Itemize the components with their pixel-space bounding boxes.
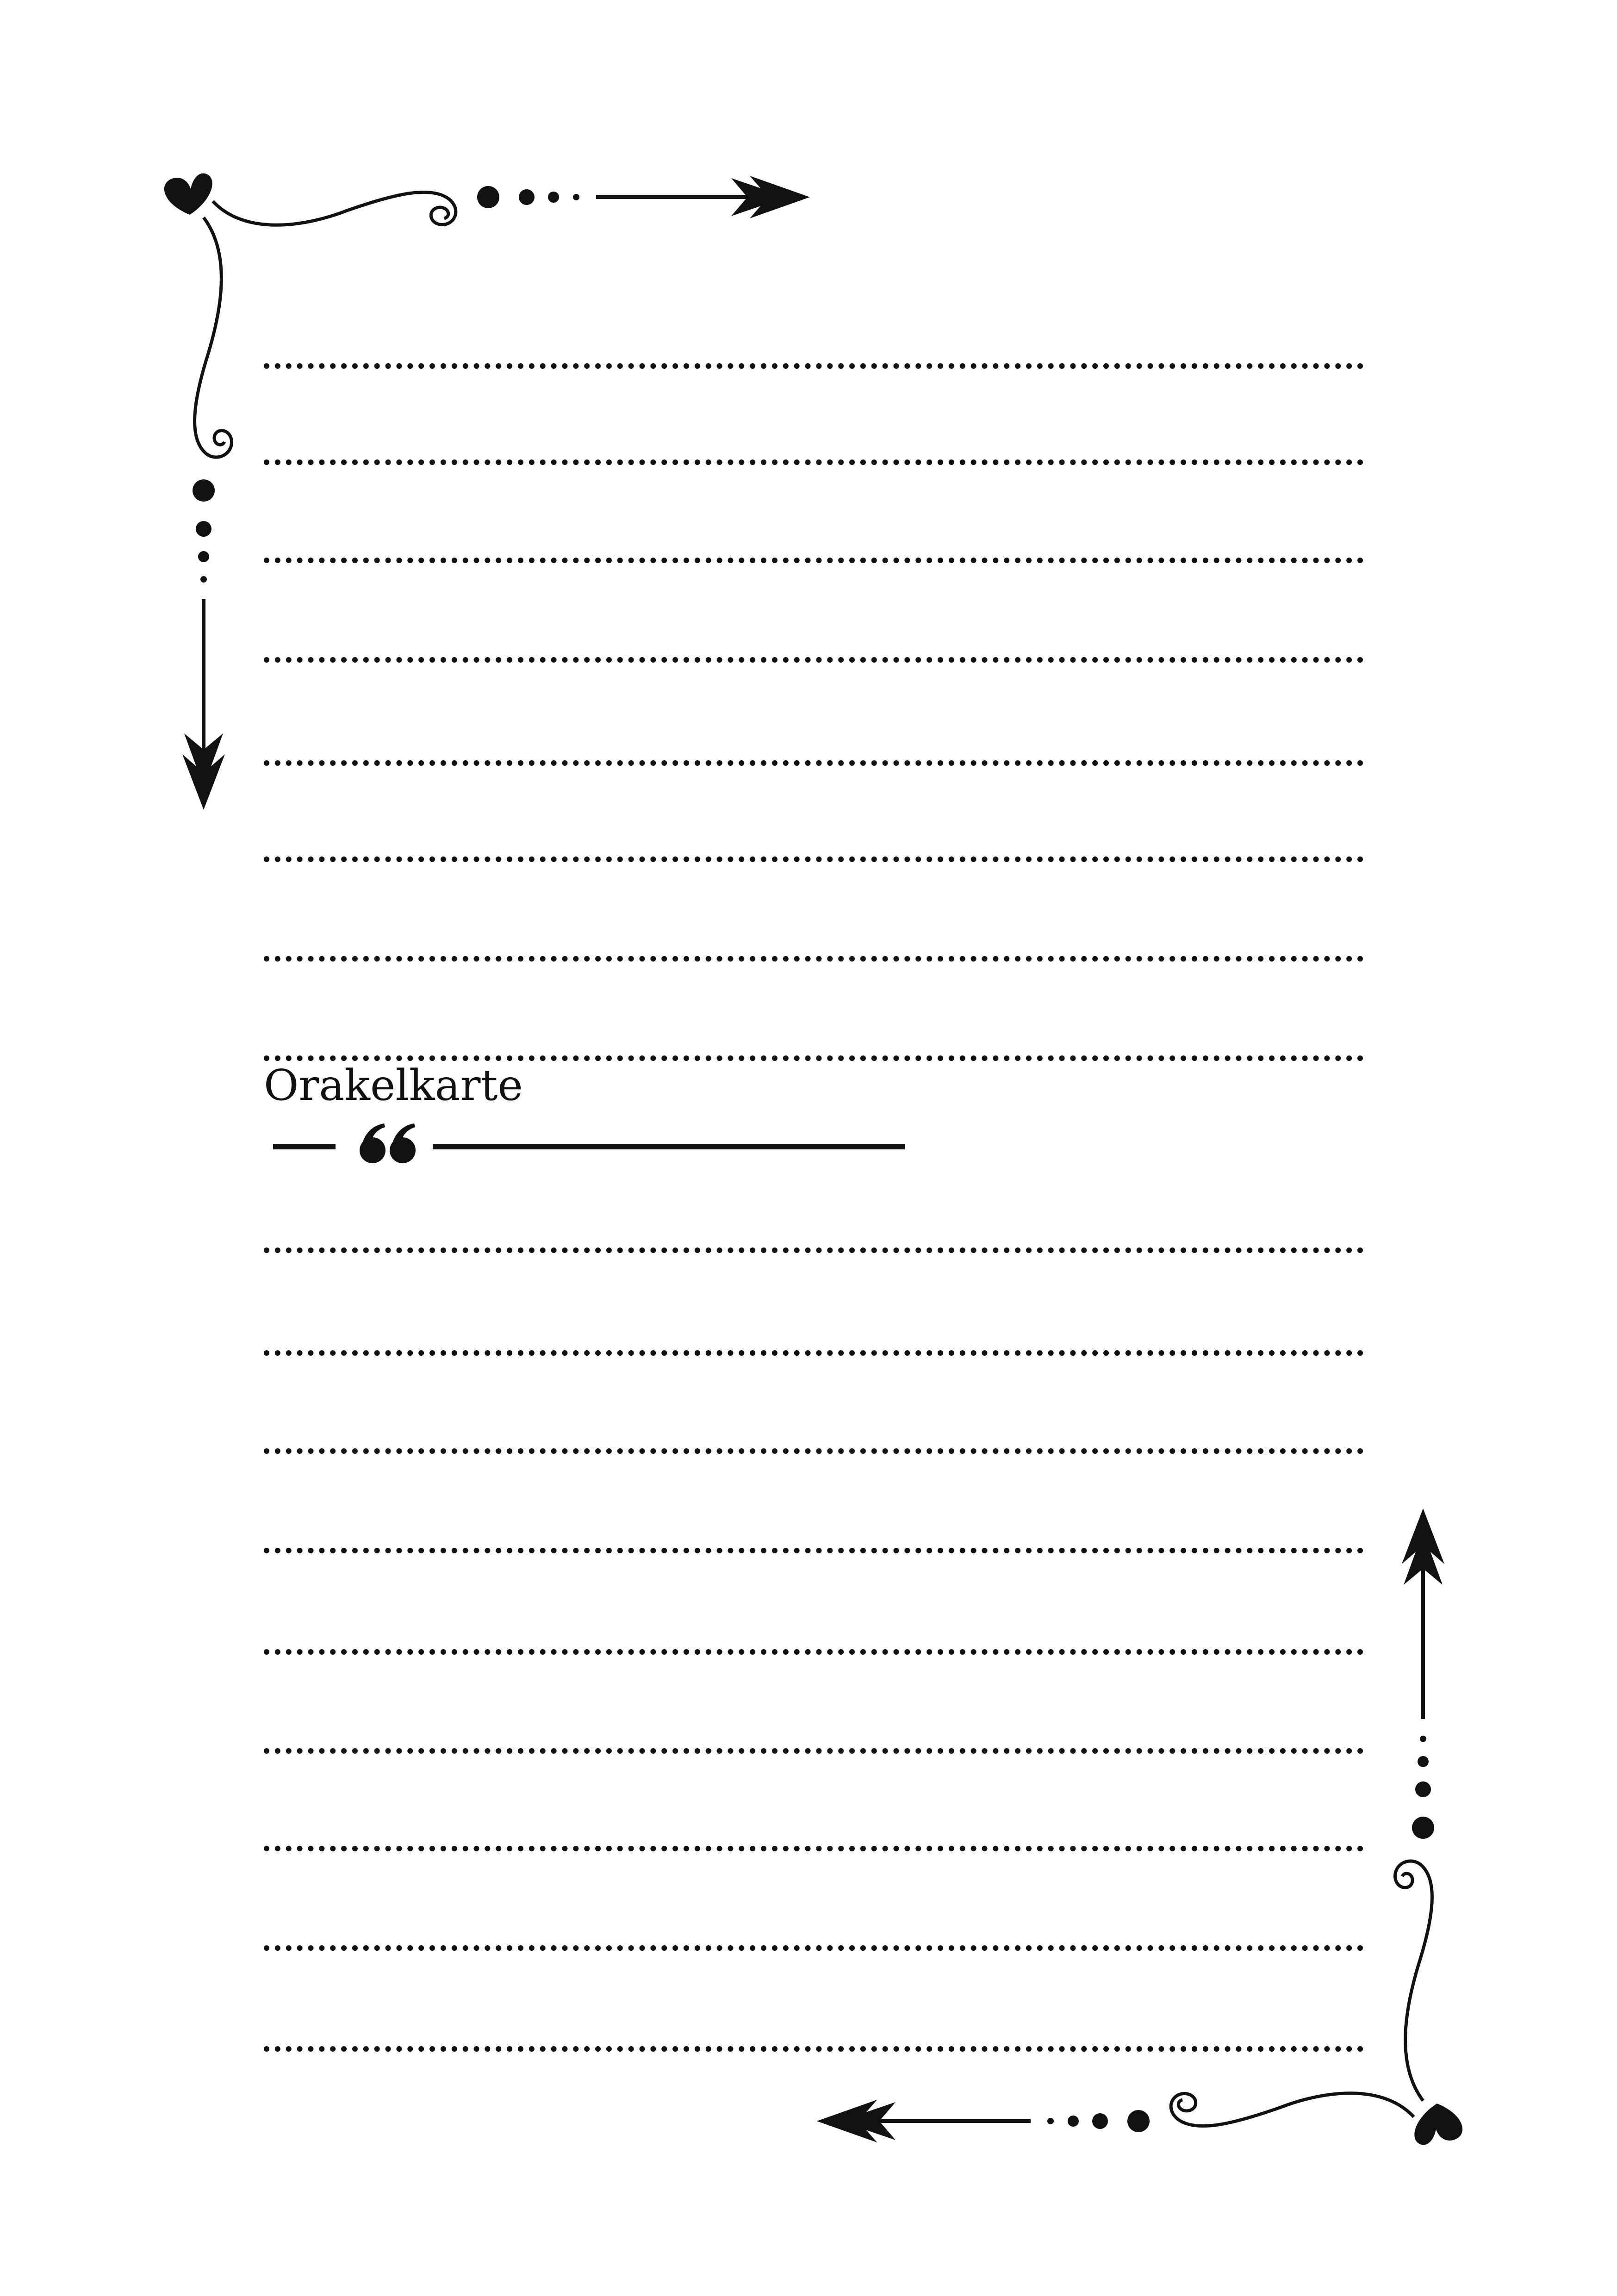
dot-icon: [1068, 2116, 1079, 2127]
writing-line[interactable]: [264, 956, 1363, 962]
heart-icon: [1414, 2104, 1462, 2145]
writing-line[interactable]: [264, 1748, 1363, 1754]
dot-icon: [1418, 1756, 1429, 1767]
top-left-corner-ornament: [153, 157, 824, 828]
dot-icon: [198, 551, 209, 562]
dot-icon: [1047, 2118, 1054, 2124]
swirl-icon: [1171, 2093, 1414, 2126]
writing-line[interactable]: [264, 856, 1363, 862]
writing-line[interactable]: [264, 2046, 1363, 2052]
bottom-right-corner-ornament: [803, 1490, 1474, 2161]
dot-icon: [193, 479, 215, 502]
heading-rule: [268, 1120, 926, 1166]
writing-line[interactable]: [264, 1247, 1363, 1253]
dot-icon: [1420, 1736, 1426, 1742]
dot-icon: [1092, 2113, 1108, 2129]
quotation-mark-icon: [360, 1123, 416, 1163]
writing-line[interactable]: [264, 657, 1363, 663]
writing-line[interactable]: [264, 459, 1363, 465]
swirl-icon: [1395, 1861, 1432, 2101]
section-heading: Orakelkarte: [264, 1061, 523, 1110]
writing-line[interactable]: [264, 1945, 1363, 1951]
writing-line[interactable]: [264, 1350, 1363, 1356]
dot-icon: [548, 192, 559, 203]
writing-line[interactable]: [264, 1448, 1363, 1454]
dot-icon: [477, 186, 499, 208]
heart-icon: [164, 174, 212, 215]
writing-line[interactable]: [264, 760, 1363, 766]
dot-icon: [200, 576, 207, 583]
writing-line[interactable]: [264, 1548, 1363, 1553]
dot-icon: [1412, 1817, 1434, 1839]
writing-line[interactable]: [264, 1846, 1363, 1851]
swirl-icon: [213, 192, 456, 225]
dot-icon: [196, 521, 211, 537]
writing-line[interactable]: [264, 1649, 1363, 1655]
swirl-icon: [195, 217, 232, 457]
dot-icon: [573, 194, 579, 200]
dot-icon: [519, 189, 535, 205]
writing-line[interactable]: [264, 363, 1363, 369]
dot-icon: [1415, 1781, 1431, 1797]
writing-line[interactable]: [264, 558, 1363, 563]
dot-icon: [1127, 2110, 1150, 2132]
